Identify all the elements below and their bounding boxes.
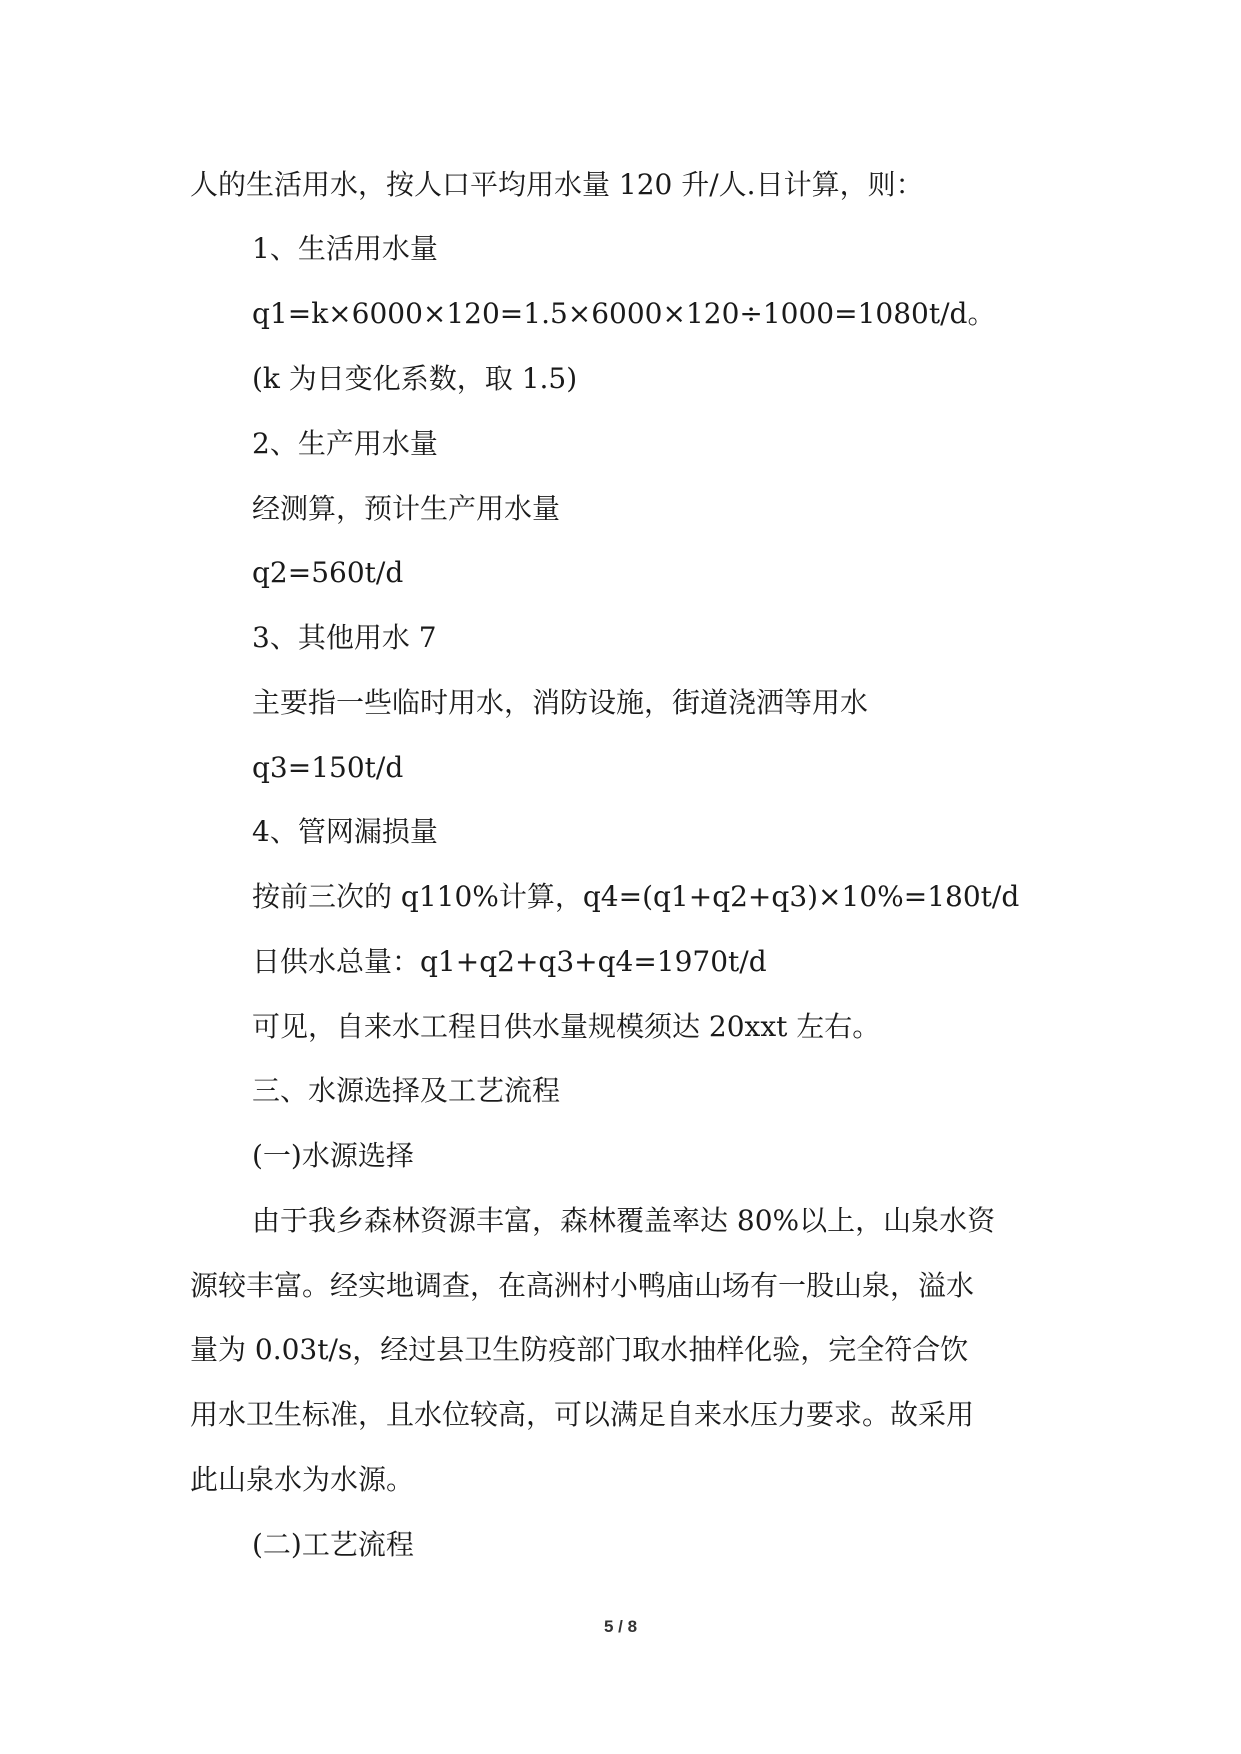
paragraph-line: 经测算，预计生产用水量 [252,492,561,525]
paragraph-line: 源较丰富。经实地调查，在高洲村小鸭庙山场有一股山泉，溢水 [190,1269,975,1302]
paragraph-line: 量为 0.03t/s，经过县卫生防疫部门取水抽样化验，完全符合饮 [190,1333,969,1366]
formula-line: q2=560t/d [252,556,404,589]
paragraph-line: 此山泉水为水源。 [190,1463,415,1496]
subsection-heading: (二)工艺流程 [252,1528,414,1561]
paragraph-line: 由于我乡森林资源丰富，森林覆盖率达 80%以上，山泉水资 [252,1204,996,1237]
paragraph-line: 人的生活用水，按人口平均用水量 120 升/人.日计算，则： [190,168,924,201]
section-heading: 4、管网漏损量 [252,815,438,848]
paragraph-line: 用水卫生标准，且水位较高，可以满足自来水压力要求。故采用 [190,1398,975,1431]
formula-line: 日供水总量：q1+q2+q3+q4=1970t/d [252,945,767,978]
section-heading: 三、水源选择及工艺流程 [252,1074,561,1107]
section-heading: 3、其他用水 7 [252,621,437,654]
formula-line: 按前三次的 q110%计算，q4=(q1+q2+q3)×10%=180t/d [252,880,1020,913]
section-heading: 2、生产用水量 [252,427,438,460]
formula-line: q1=k×6000×120=1.5×6000×120÷1000=1080t/d。 [252,297,996,330]
paragraph-line: 主要指一些临时用水，消防设施，街道浇洒等用水 [252,686,869,719]
paragraph-line: (k 为日变化系数，取 1.5) [252,362,578,395]
formula-line: q3=150t/d [252,751,404,784]
page-number: 5 / 8 [603,1617,638,1636]
paragraph-line: 可见，自来水工程日供水量规模须达 20xxt 左右。 [252,1010,881,1043]
section-heading: 1、生活用水量 [252,232,438,265]
subsection-heading: (一)水源选择 [252,1139,414,1172]
